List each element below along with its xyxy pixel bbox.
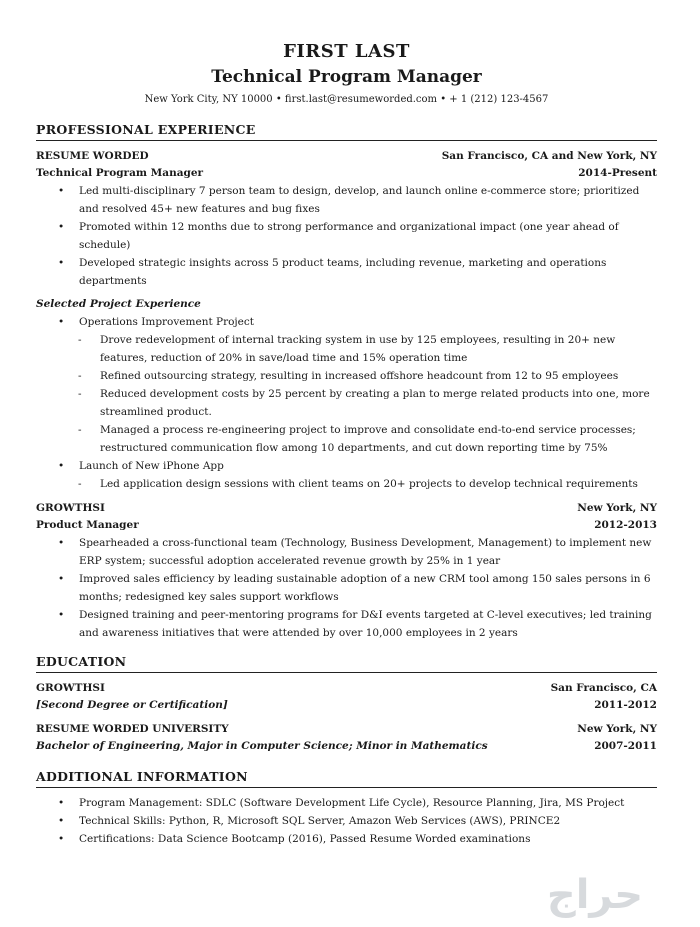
dash-icon: - (78, 424, 82, 436)
list-item (36, 794, 657, 812)
dash-icon: - (78, 334, 82, 346)
list-item (36, 570, 657, 606)
school-location: New York, NY (577, 723, 657, 735)
list-item (36, 606, 657, 642)
school-name: GROWTHSI (36, 682, 105, 694)
haraj-watermark-logo (500, 868, 690, 920)
job-bullet-list (36, 182, 657, 290)
job-location: New York, NY (577, 502, 657, 514)
additional-text: Certifications: Data Science Bootcamp (2016), Passed Resume Worded examinations (79, 833, 531, 845)
candidate-title: Technical Program Manager (211, 67, 482, 87)
bullet-icon: • (58, 833, 65, 845)
bullet-text: Promoted within 12 months due to strong performance and organizational impact (one year ahead of schedule) (79, 221, 619, 251)
degree-dates: 2011-2012 (594, 699, 657, 711)
project-detail: Reduced development costs by 25 percent by creating a plan to merge related products into one, more streamlined product. (100, 388, 650, 418)
project-item (36, 313, 657, 331)
project-item (36, 457, 657, 475)
bullet-icon: • (58, 797, 65, 809)
section-heading-experience: PROFESSIONAL EXPERIENCE (36, 122, 657, 141)
project-detail: Led application design sessions with client teams on 20+ projects to develop technical requirements (100, 478, 638, 490)
project-detail: Drove redevelopment of internal tracking system in use by 125 employees, resulting in 20+ new features, reduction of 20% in save/load time and 15% operation time (100, 334, 616, 364)
company-name: RESUME WORDED (36, 150, 149, 162)
dash-icon: - (78, 370, 82, 382)
bullet-icon: • (58, 257, 65, 269)
contact-line: New York City, NY 10000 • first.last@resumeworded.com • + 1 (212) 123-4567 (144, 94, 549, 105)
list-item (36, 331, 657, 367)
school-header (36, 680, 657, 697)
bullet-text: Developed strategic insights across 5 product teams, including revenue, marketing and operations departments (79, 257, 607, 287)
section-heading-education: EDUCATION (36, 654, 657, 673)
job-role: Technical Program Manager (36, 167, 204, 179)
job-location: San Francisco, CA and New York, NY (441, 150, 657, 162)
section-heading-additional: ADDITIONAL INFORMATION (36, 769, 657, 788)
list-item (36, 830, 657, 848)
bullet-text: Spearheaded a cross-functional team (Technology, Business Development, Management) to implement new ERP system; successful adoption accelerated revenue growth by 25% in 1 year (79, 537, 652, 567)
bullet-icon: • (58, 609, 65, 621)
job-role-row (36, 165, 657, 182)
job-role-row (36, 517, 657, 534)
additional-text: Technical Skills: Python, R, Microsoft SQL Server, Amazon Web Services (AWS), PRINCE2 (79, 815, 561, 827)
bullet-icon: • (58, 573, 65, 585)
degree-name: Bachelor of Engineering, Major in Computer Science; Minor in Mathematics (36, 740, 488, 752)
degree-row (36, 697, 657, 714)
degree-dates: 2007-2011 (594, 740, 657, 752)
list-item (36, 218, 657, 254)
projects-subheading: Selected Project Experience (36, 298, 201, 310)
resume-page (36, 40, 657, 848)
watermark-text: حراج (546, 872, 644, 918)
list-item (36, 475, 657, 493)
company-name: GROWTHSI (36, 502, 105, 514)
degree-row (36, 738, 657, 755)
bullet-text: Designed training and peer-mentoring programs for D&I events targeted at C-level executives; led training and awareness initiatives that were attended by over 10,000 employees in 2 years (79, 609, 652, 639)
project-detail: Managed a process re-engineering project to improve and consolidate end-to-end service processes; restructured communication flow among 10 departments, and cut down reporting time by 75% (100, 424, 636, 454)
additional-text: Program Management: SDLC (Software Development Life Cycle), Resource Planning, Jira, MS Project (79, 797, 625, 809)
job-dates: 2014-Present (578, 167, 657, 179)
school-location: San Francisco, CA (550, 682, 657, 694)
bullet-icon: • (58, 537, 65, 549)
job-role: Product Manager (36, 519, 139, 531)
bullet-text: Led multi-disciplinary 7 person team to design, develop, and launch online e-commerce store; prioritized and resolved 45+ new features and bug fixes (79, 185, 640, 215)
dash-icon: - (78, 388, 82, 400)
bullet-icon: • (58, 316, 65, 328)
list-item (36, 367, 657, 385)
additional-list (36, 794, 657, 848)
job-dates: 2012-2013 (594, 519, 657, 531)
bullet-icon: • (58, 221, 65, 233)
bullet-text: Improved sales efficiency by leading sustainable adoption of a new CRM tool among 150 sales persons in 6 months; redesigned key sales support workflows (79, 573, 651, 603)
school-header (36, 721, 657, 738)
bullet-icon: • (58, 185, 65, 197)
list-item (36, 254, 657, 290)
project-name: Operations Improvement Project (79, 316, 254, 328)
job-header (36, 500, 657, 517)
job-bullet-list (36, 534, 657, 642)
project-list (36, 313, 657, 493)
list-item (36, 182, 657, 218)
project-name: Launch of New iPhone App (79, 460, 224, 472)
school-name: RESUME WORDED UNIVERSITY (36, 723, 229, 735)
list-item (36, 421, 657, 457)
degree-name: [Second Degree or Certification] (36, 699, 228, 711)
dash-icon: - (78, 478, 82, 490)
project-detail: Refined outsourcing strategy, resulting in increased offshore headcount from 12 to 95 employees (100, 370, 619, 382)
list-item (36, 385, 657, 421)
bullet-icon: • (58, 815, 65, 827)
list-item (36, 534, 657, 570)
job-header (36, 148, 657, 165)
bullet-icon: • (58, 460, 65, 472)
candidate-name: FIRST LAST (283, 41, 410, 62)
list-item (36, 812, 657, 830)
